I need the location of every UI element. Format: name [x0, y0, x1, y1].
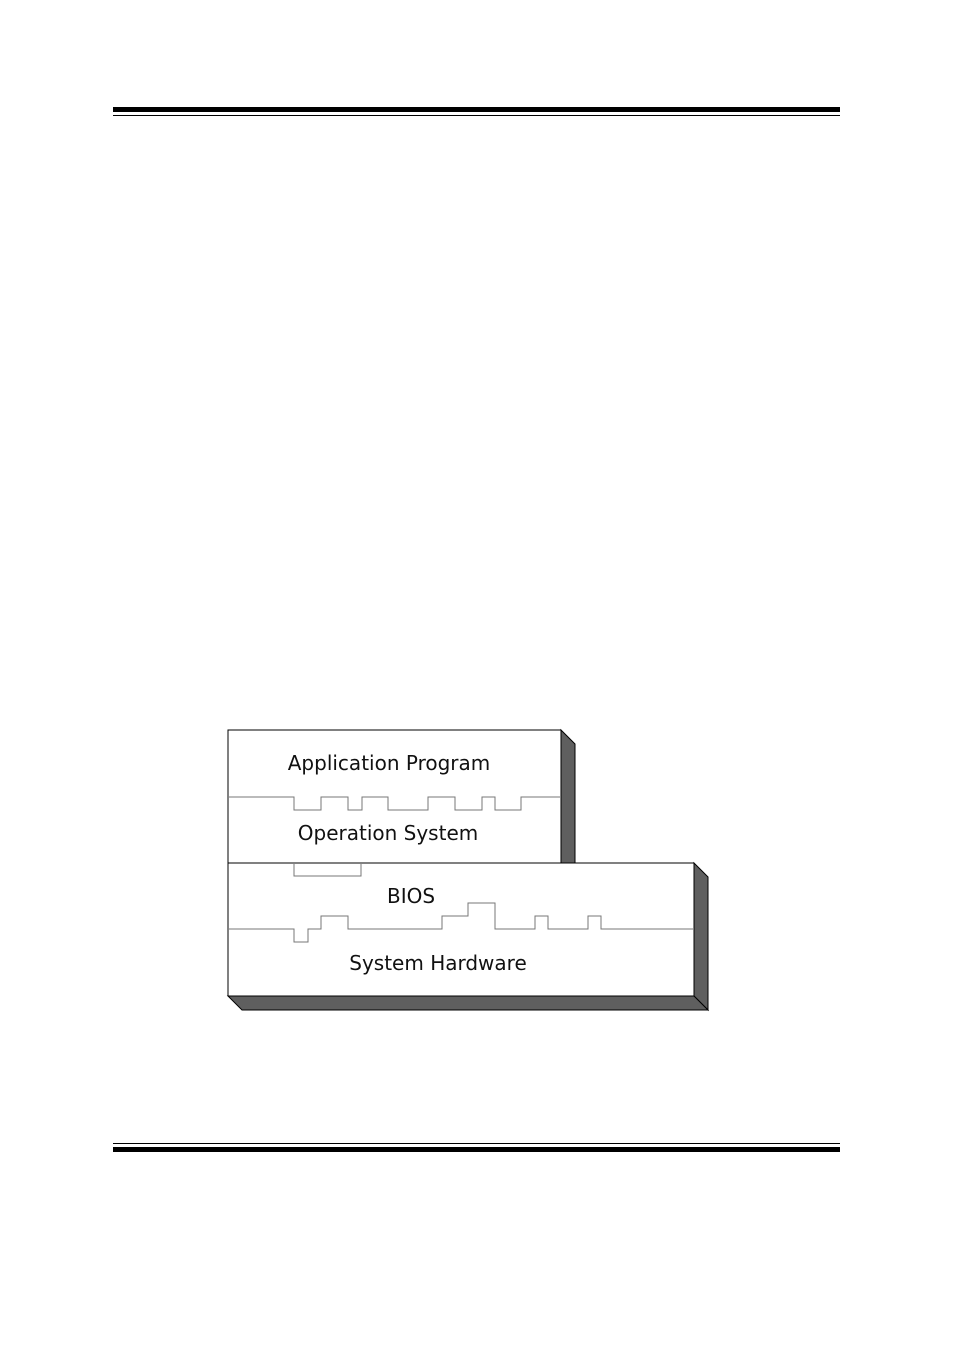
upper-block-side-shadow: [561, 730, 575, 863]
layer-label-application: Application Program: [287, 751, 491, 775]
footer-rule-thin: [113, 1143, 840, 1144]
lower-block-bottom-shadow: [228, 996, 708, 1010]
layer-label-bios: BIOS: [386, 884, 436, 908]
layer-label-hardware: System Hardware: [349, 951, 527, 975]
layer-label-os: Operation System: [297, 821, 479, 845]
lower-block-side-shadow: [694, 863, 708, 1010]
footer-rule-thick: [113, 1147, 840, 1152]
